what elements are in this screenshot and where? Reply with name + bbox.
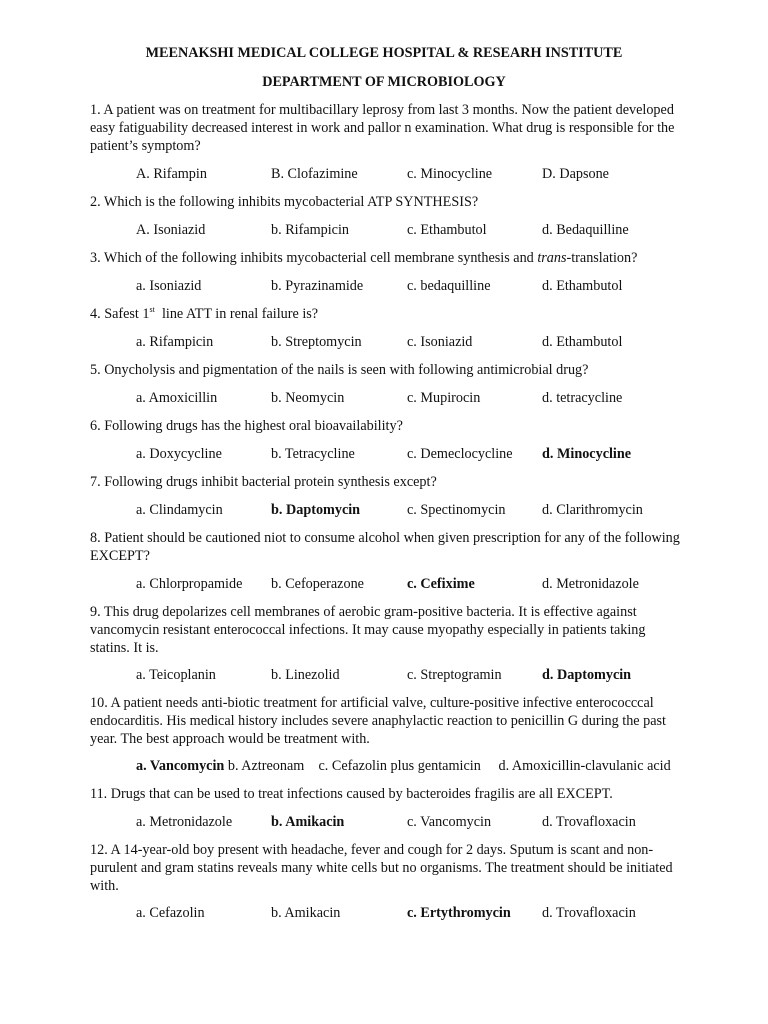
department-title: DEPARTMENT OF MICROBIOLOGY [262, 74, 506, 90]
option-a: a. Isoniazid [136, 278, 202, 294]
question-3-italic: trans [537, 250, 567, 266]
option-b: b. Amikacin [271, 905, 341, 921]
question-4-options [0, 333, 768, 351]
option-a: a. Cefazolin [136, 905, 205, 921]
option-a: a. Rifampicin [136, 334, 214, 350]
question-9: 9. This drug depolarizes cell membranes of aerobic gram-positive bacteria. It is effective against vancomycin resistant enterococcal infections. It may cause myopathy especially in patients taking statins. It is. [90, 604, 646, 656]
option-c: c. Vancomycin [407, 814, 492, 830]
question-5: 5. Onycholysis and pigmentation of the nails is seen with following antimicrobial drug? [90, 362, 589, 378]
option-c: c. Isoniazid [407, 334, 473, 350]
option-a: A. Rifampin [136, 166, 207, 182]
option-d: d. Bedaquilline [542, 222, 629, 238]
option-c: c. bedaquilline [407, 278, 491, 294]
question-5-options [0, 389, 768, 407]
option-a: a. Amoxicillin [136, 390, 218, 406]
question-10-inline-options [136, 757, 671, 775]
question-6-options [0, 445, 768, 463]
option-c-answer: c. Ertythromycin [407, 905, 511, 921]
question-12: 12. A 14-year-old boy present with headache, fever and cough for 2 days. Sputum is scant and non-purulent and gram statins reveals many white cells but no organisms. The treatment should be initiated with. [90, 842, 673, 894]
option-c: c. Mupirocin [407, 390, 481, 406]
option-b: b. Linezolid [271, 667, 340, 683]
option-a-answer: a. Vancomycin [136, 758, 225, 774]
question-4-text: 4. Safest 1 [90, 306, 150, 322]
option-d: d. Ethambutol [542, 278, 623, 294]
option-d: D. Dapsone [542, 166, 609, 182]
option-a: A. Isoniazid [136, 222, 206, 238]
option-d: d. Clarithromycin [542, 502, 643, 518]
question-1: 1. A patient was on treatment for multibacillary leprosy from last 3 months. Now the patient developed easy fatiguability decreased interest in work and pallor n examination. What drug is responsible for the patient’s symptom? [90, 102, 675, 154]
question-3 [90, 249, 680, 267]
question-1-options [0, 165, 768, 183]
question-10-options [0, 757, 768, 775]
question-4-superscript: st [149, 305, 155, 314]
option-c: c. Spectinomycin [407, 502, 506, 518]
question-2: 2. Which is the following inhibits mycobacterial ATP SYNTHESIS? [90, 194, 479, 210]
option-b: b. Streptomycin [271, 334, 362, 350]
question-10: 10. A patient needs anti-biotic treatment for artificial valve, culture-positive infective enterococccal endocarditis. His medical history includes severe anaphylactic reaction to penicillin G during the past year. The best approach would be treatment with. [90, 695, 666, 747]
question-7-options [0, 501, 768, 519]
option-b-answer: b. Amikacin [271, 814, 345, 830]
option-d: d. Trovafloxacin [542, 814, 636, 830]
question-11: 11. Drugs that can be used to treat infections caused by bacteroides fragilis are all EXCEPT. [90, 786, 613, 802]
option-c: c. Cefazolin plus gentamicin [318, 758, 481, 774]
option-d: d. tetracycline [542, 390, 623, 406]
option-b-answer: b. Daptomycin [271, 502, 361, 518]
option-b: b. Pyrazinamide [271, 278, 364, 294]
option-d: d. Amoxicillin-clavulanic acid [498, 758, 671, 774]
option-c-answer: c. Cefixime [407, 576, 475, 592]
option-a: a. Chlorpropamide [136, 576, 243, 592]
option-a: a. Teicoplanin [136, 667, 216, 683]
option-c: c. Ethambutol [407, 222, 487, 238]
question-2-options [0, 221, 768, 239]
question-9-options [0, 666, 768, 684]
option-d: d. Metronidazole [542, 576, 639, 592]
question-3-text: 3. Which of the following inhibits mycobacterial cell membrane synthesis and [90, 250, 538, 266]
question-8: 8. Patient should be cautioned niot to consume alcohol when given prescription for any of the following EXCEPT? [90, 530, 680, 564]
option-a: a. Doxycycline [136, 446, 222, 462]
question-6: 6. Following drugs has the highest oral bioavailability? [90, 418, 403, 434]
question-8-options [0, 575, 768, 593]
option-d: d. Ethambutol [542, 334, 623, 350]
option-b: b. Cefoperazone [271, 576, 364, 592]
question-11-options [0, 813, 768, 831]
option-a: a. Clindamycin [136, 502, 223, 518]
option-b: b. Rifampicin [271, 222, 350, 238]
question-7: 7. Following drugs inhibit bacterial protein synthesis except? [90, 474, 437, 490]
question-3-text-end: -translation? [566, 250, 638, 266]
question-12-options [0, 904, 768, 922]
option-c: c. Demeclocycline [407, 446, 513, 462]
option-b: b. Aztreonam [227, 758, 305, 774]
option-d: d. Trovafloxacin [542, 905, 636, 921]
option-a: a. Metronidazole [136, 814, 233, 830]
option-c: c. Minocycline [407, 166, 493, 182]
option-b: b. Neomycin [271, 390, 345, 406]
question-3-options [0, 277, 768, 295]
option-c: c. Streptogramin [407, 667, 502, 683]
question-4-text-end: line ATT in renal failure is? [154, 306, 319, 322]
option-b: B. Clofazimine [271, 166, 358, 182]
question-4 [90, 305, 680, 323]
option-b: b. Tetracycline [271, 446, 355, 462]
institution-title: MEENAKSHI MEDICAL COLLEGE HOSPITAL & RESEARH INSTITUTE [145, 45, 623, 61]
option-d-answer: d. Minocycline [542, 446, 632, 462]
option-d-answer: d. Daptomycin [542, 667, 632, 683]
